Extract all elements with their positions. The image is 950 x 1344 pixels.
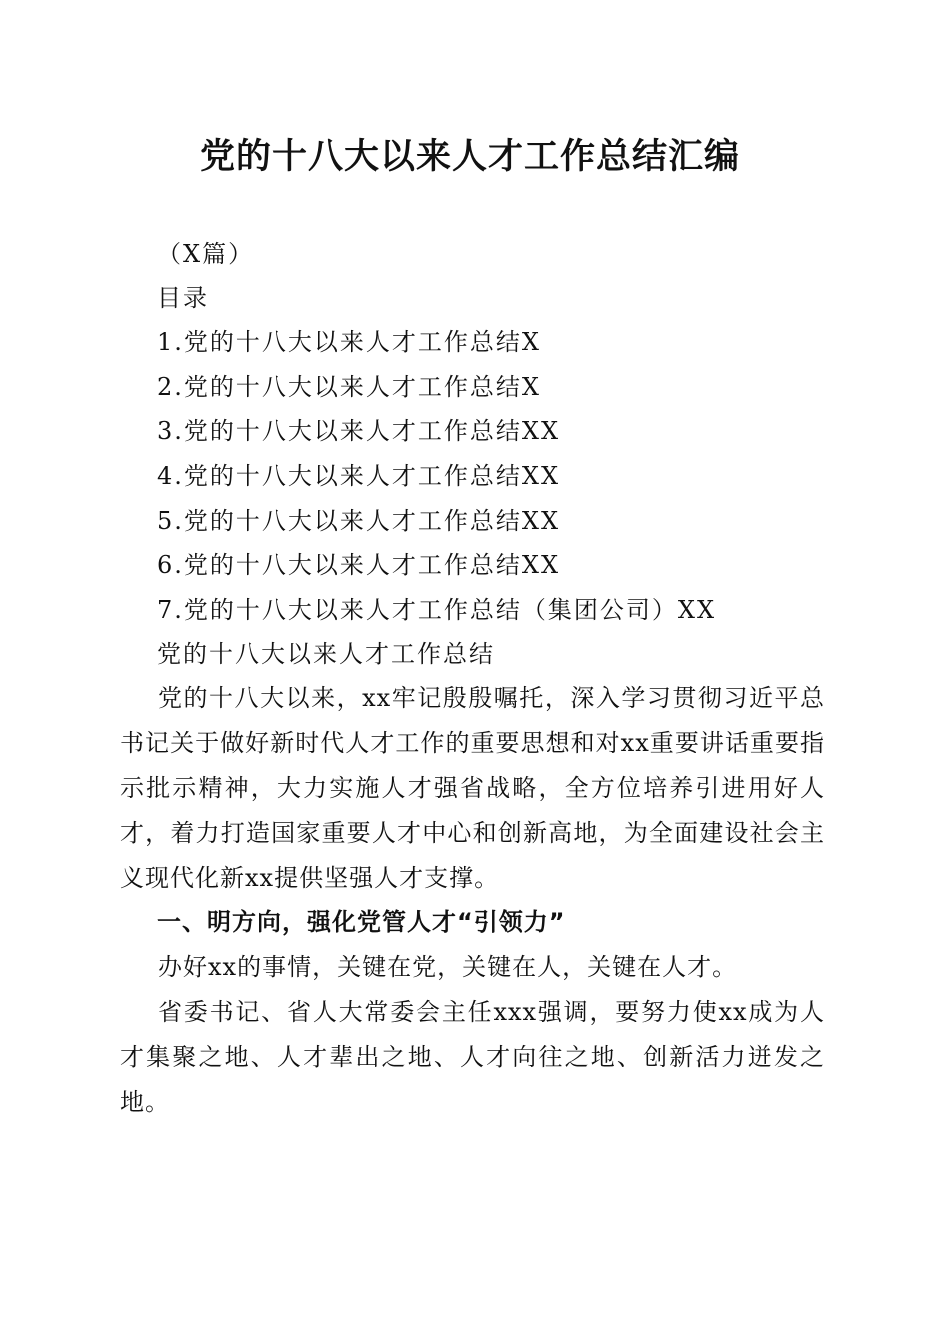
body-paragraph: 省委书记、省人大常委会主任xxx强调，要努力使xx成为人才集聚之地、人才辈出之地、人才向往之地、创新活力迸发之地。	[120, 998, 825, 1116]
body-paragraph: 办好xx的事情，关键在党，关键在人，关键在人才。	[158, 953, 738, 981]
toc-item: 2.党的十八大以来人才工作总结X	[157, 373, 541, 401]
intro-paragraph: 党的十八大以来，xx牢记殷殷嘱托，深入学习贯彻习近平总书记关于做好新时代人才工作的重要思想和对xx重要讲话重要指示批示精神，大力实施人才强省战略，全方位培养引进用好人才，着力打造国家重要人才中心和创新高地，为全面建设社会主义现代化新xx提供坚强人才支撑。	[120, 684, 825, 892]
toc-item: 7.党的十八大以来人才工作总结（集团公司）XX	[157, 596, 717, 624]
toc-item: 5.党的十八大以来人才工作总结XX	[157, 507, 561, 535]
document-title: 党的十八大以来人才工作总结汇编	[199, 136, 740, 177]
toc-item: 1.党的十八大以来人才工作总结X	[157, 328, 541, 356]
toc-label: 目录	[157, 284, 209, 312]
article-title: 党的十八大以来人才工作总结	[157, 640, 495, 668]
toc-item: 6.党的十八大以来人才工作总结XX	[157, 551, 561, 579]
count-note: （X篇）	[157, 240, 255, 268]
section-heading: 一、明方向，强化党管人才“引领力”	[157, 908, 566, 936]
toc-item: 3.党的十八大以来人才工作总结XX	[157, 417, 561, 445]
toc-item: 4.党的十八大以来人才工作总结XX	[157, 462, 561, 490]
